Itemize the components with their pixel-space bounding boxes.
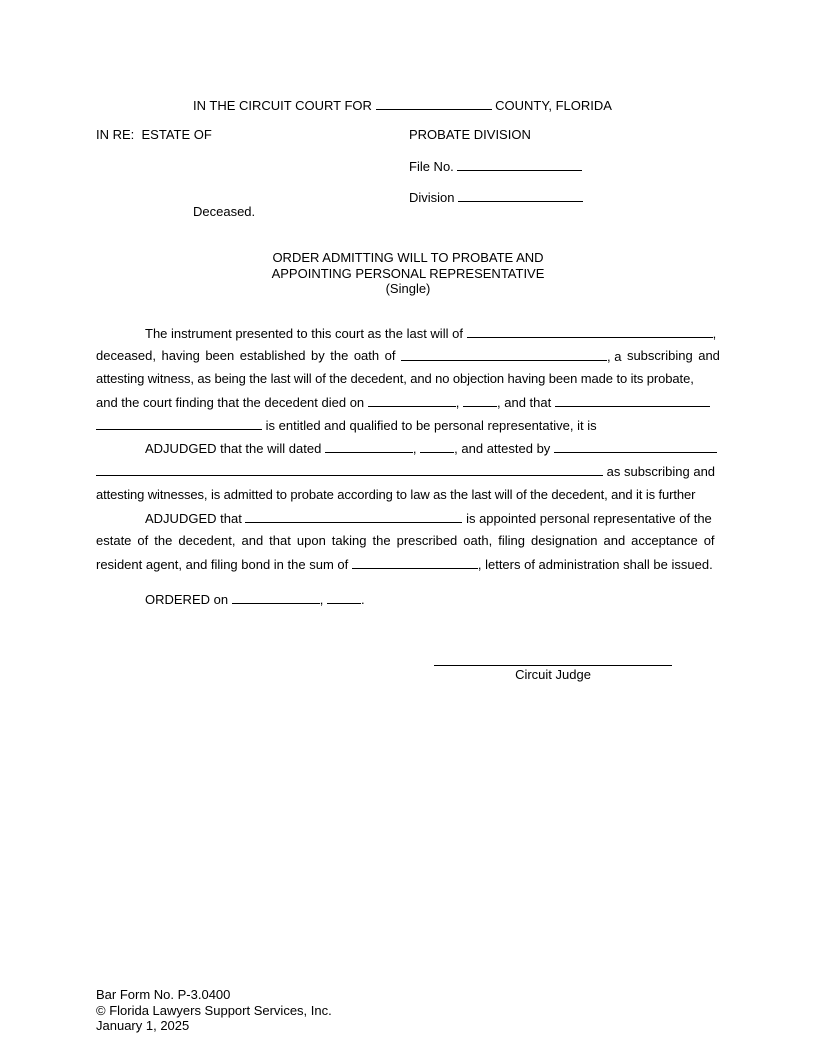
order-title-line1: ORDER ADMITTING WILL TO PROBATE AND (272, 250, 544, 265)
deceased-label: Deceased. (193, 204, 256, 219)
death-date-blank[interactable] (368, 394, 456, 407)
body-line-2: deceased, having been established by the oath of , a subscribing and (96, 348, 720, 364)
death-year-blank[interactable] (463, 394, 497, 407)
form-date: January 1, 2025 (96, 1018, 190, 1033)
pr-name-blank-b[interactable] (96, 417, 262, 430)
body-line-10: estate of the decedent, and that upon taking the prescribed oath, filing designation and acceptance of (96, 533, 715, 548)
judge-signature-line[interactable] (434, 665, 672, 666)
body-line-5: is entitled and qualified to be personal representative, it is (96, 417, 597, 434)
court-caption: IN THE CIRCUIT COURT FOR COUNTY, FLORIDA (193, 98, 612, 113)
body-line-4: and the court finding that the decedent died on , , and that (96, 394, 710, 411)
attesting-witness-blank-a[interactable] (554, 440, 717, 453)
division: Division (409, 189, 583, 206)
body-line-1: The instrument presented to this court as the last will of , (145, 326, 717, 341)
pr-name-blank-a[interactable] (555, 394, 710, 407)
division-blank[interactable] (458, 189, 583, 202)
in-re-label: IN RE: ESTATE OF (96, 127, 212, 142)
ordered-on-line: ORDERED on , . (145, 592, 365, 607)
attesting-witness-blank-b[interactable] (96, 463, 603, 476)
body-line-11: resident agent, and filing bond in the sum of , letters of administration shall be issued. (96, 557, 713, 572)
copyright-line: © Florida Lawyers Support Services, Inc. (96, 1003, 332, 1018)
bar-form-number: Bar Form No. P-3.0400 (96, 987, 231, 1002)
will-year-blank[interactable] (420, 440, 454, 453)
body-line-6: ADJUDGED that the will dated , , and attested by (145, 440, 717, 457)
order-title-line3: (Single) (385, 281, 431, 296)
file-no: File No. (409, 158, 582, 175)
circuit-judge-label: Circuit Judge (515, 667, 591, 682)
file-no-blank[interactable] (457, 158, 582, 171)
body-line-8: attesting witnesses, is admitted to probate according to law as the last will of the decedent, and it is further (96, 487, 696, 502)
bond-amount-blank[interactable] (352, 556, 478, 569)
order-title-line2: APPOINTING PERSONAL REPRESENTATIVE (271, 266, 545, 281)
order-date-blank[interactable] (232, 591, 320, 604)
witness-name-blank[interactable] (401, 348, 607, 361)
body-line-7: as subscribing and (96, 463, 715, 480)
decedent-name-blank[interactable] (467, 325, 713, 338)
county-blank[interactable] (376, 97, 492, 110)
probate-division: PROBATE DIVISION (409, 127, 531, 142)
body-line-9: ADJUDGED that is appointed personal representative of the (145, 511, 712, 526)
appointed-pr-blank[interactable] (245, 510, 462, 523)
order-year-blank[interactable] (327, 591, 361, 604)
body-line-3: attesting witness, as being the last will of the decedent, and no objection having been made to its probate, (96, 371, 694, 386)
will-date-blank[interactable] (325, 440, 413, 453)
